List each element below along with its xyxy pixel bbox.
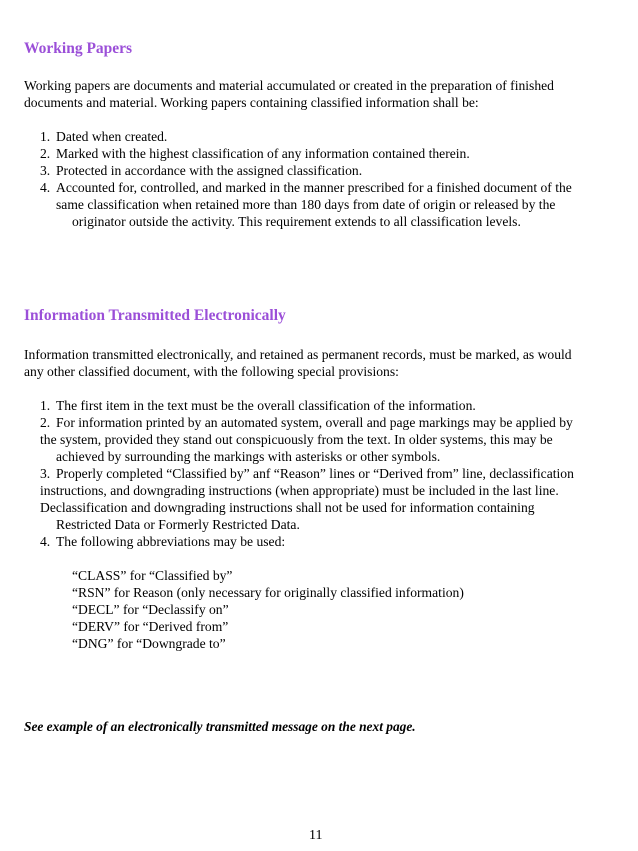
list-item-text: Dated when created. [56,129,168,144]
electronic-intro-line-1: Information transmitted electronically, and retained as permanent records, must be marked, as would [24,347,572,362]
list-item-number: 2. [40,415,51,430]
list-item [40,145,470,162]
list-item-continuation: achieved by surrounding the markings with asterisks or other symbols. [56,449,441,464]
list-item-continuation: same classification when retained more than 180 days from date of origin or released by the [56,197,556,212]
list-item-number: 3. [40,163,51,178]
list-item-text: Properly completed “Classified by” anf “Reason” lines or “Derived from” line, declassification [56,466,574,481]
list-item-continuation: originator outside the activity. This requirement extends to all classification levels. [72,214,521,229]
working-papers-intro-line-2: documents and material. Working papers containing classified information shall be: [24,95,479,110]
list-item [40,179,572,196]
list-item [40,128,167,145]
abbreviation-class: “CLASS” for “Classified by” [72,568,233,583]
section-heading-working-papers: Working Papers [24,40,133,57]
list-item-text: Accounted for, controlled, and marked in the manner prescribed for a finished document of the [56,180,572,195]
footer-note: See example of an electronically transmitted message on the next page. [24,719,416,734]
list-item-number: 4. [40,534,51,549]
list-item-number: 2. [40,146,51,161]
list-item-number: 3. [40,466,51,481]
list-item [40,533,285,550]
list-item-text: Marked with the highest classification of any information contained therein. [56,146,470,161]
list-item-continuation: Declassification and downgrading instructions shall not be used for information containing [40,500,535,515]
electronic-intro-line-2: any other classified document, with the following special provisions: [24,364,399,379]
list-item [40,162,362,179]
list-item [40,414,573,431]
list-item [40,465,574,482]
list-item-continuation: the system, provided they stand out conspicuously from the text. In older systems, this may be [40,432,553,447]
list-item-number: 4. [40,180,51,195]
list-item-text: Protected in accordance with the assigned classification. [56,163,363,178]
list-item-continuation: instructions, and downgrading instructions (when appropriate) must be included in the last line. [40,483,559,498]
abbreviation-derv: “DERV” for “Derived from” [72,619,229,634]
abbreviation-dng: “DNG” for “Downgrade to” [72,636,226,651]
list-item-continuation: Restricted Data or Formerly Restricted Data. [56,517,300,532]
list-item-text: For information printed by an automated system, overall and page markings may be applied by [56,415,573,430]
section-heading-information-transmitted-electronically: Information Transmitted Electronically [24,307,286,324]
list-item-text: The first item in the text must be the overall classification of the information. [56,398,476,413]
page-number: 11 [309,828,323,843]
list-item [40,397,476,414]
abbreviation-rsn: “RSN” for Reason (only necessary for originally classified information) [72,585,464,600]
abbreviation-decl: “DECL” for “Declassify on” [72,602,229,617]
working-papers-intro-line-1: Working papers are documents and material accumulated or created in the preparation of finished [24,78,554,93]
list-item-number: 1. [40,398,51,413]
list-item-number: 1. [40,129,51,144]
list-item-text: The following abbreviations may be used: [56,534,286,549]
